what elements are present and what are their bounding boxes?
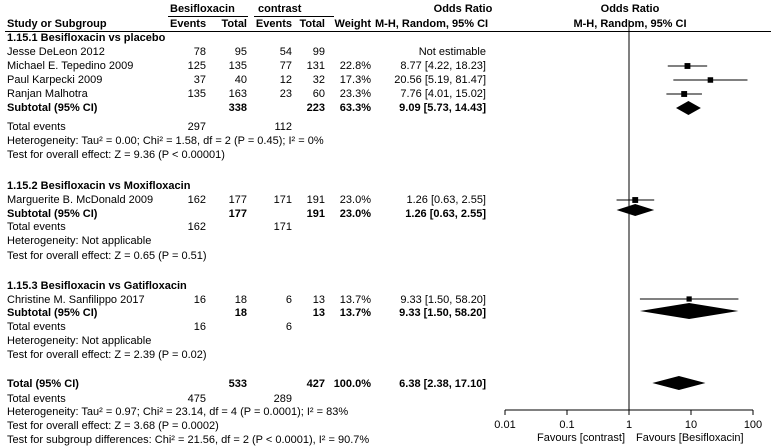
events2-value: 23 (279, 88, 292, 100)
weight-value: 17.3% (339, 74, 371, 86)
subtotal-total2: 13 (312, 307, 325, 319)
total-events1: 297 (187, 121, 206, 133)
weight-header: Weight (334, 18, 371, 30)
subgroup-title: 1.15.1 Besifloxacin vs placebo (7, 32, 166, 44)
subtotal-label: Subtotal (95% CI) (7, 102, 98, 114)
total1-value: 135 (228, 60, 247, 72)
overall-effect-text: Test for overall effect: Z = 2.39 (P = 0.02) (7, 349, 207, 361)
pooled-diamond (617, 204, 655, 216)
total2-value: 13 (312, 294, 325, 306)
x-tick-label: 1 (625, 419, 633, 431)
total-events1: 475 (187, 393, 206, 405)
events1-value: 37 (193, 74, 206, 86)
subtotal-label: Subtotal (95% CI) (7, 307, 98, 319)
group2-header: contrast (258, 3, 302, 15)
events2-value: 6 (285, 294, 292, 306)
subtotal-total1: 18 (234, 307, 247, 319)
pooled-diamond (652, 376, 705, 390)
subtotal-weight: 63.3% (339, 102, 371, 114)
total-events-label: Total events (7, 221, 66, 233)
events2-header: Events (255, 18, 292, 30)
weight-value: 23.0% (339, 194, 371, 206)
heterogeneity-text: Heterogeneity: Tau² = 0.97; Chi² = 23.14, df = 4 (P = 0.0001); I² = 83% (7, 406, 349, 418)
ci-value: 8.77 [4.22, 18.23] (400, 60, 486, 72)
x-tick-label: 0.1 (559, 419, 575, 431)
subtotal-weight: 13.7% (339, 307, 371, 319)
ci-value: Not estimable (418, 46, 486, 58)
favours-contrast-label: Favours [contrast] (537, 432, 626, 444)
or-plot-header: Odds Ratio (600, 3, 660, 15)
subgroup-title: 1.15.3 Besifloxacin vs Gatifloxacin (7, 280, 187, 292)
ci-value: 1.26 [0.63, 2.55] (406, 194, 486, 206)
total1-value: 163 (228, 88, 247, 100)
total-events-label: Total events (7, 121, 66, 133)
events2-value: 12 (279, 74, 292, 86)
total2-value: 32 (312, 74, 325, 86)
events1-value: 125 (187, 60, 206, 72)
subtotal-total2: 191 (306, 208, 325, 220)
total-events2: 289 (273, 393, 292, 405)
heterogeneity-text: Heterogeneity: Not applicable (7, 335, 152, 347)
study-column-header: Study or Subgroup (7, 18, 107, 30)
total1-value: 95 (234, 46, 247, 58)
total2-value: 191 (306, 194, 325, 206)
point-estimate-marker (632, 197, 638, 203)
total2-value: 99 (312, 46, 325, 58)
pooled-diamond (676, 101, 701, 115)
point-estimate-marker (708, 77, 713, 82)
favours-besifloxacin-label: Favours [Besifloxacin] (636, 432, 744, 444)
overall-effect-text: Test for overall effect: Z = 3.68 (P = 0.0002) (7, 420, 219, 432)
overall-ci: 6.38 [2.38, 17.10] (399, 378, 486, 390)
total1-value: 177 (228, 194, 247, 206)
method-plot-header: M-H, Random, 95% CI (573, 18, 687, 30)
subtotal-label: Subtotal (95% CI) (7, 208, 98, 220)
total1-value: 40 (234, 74, 247, 86)
or-header: Odds Ratio (433, 3, 493, 15)
subtotal-ci: 9.09 [5.73, 14.43] (399, 102, 486, 114)
total-events2: 6 (285, 321, 292, 333)
group1-header: Besifloxacin (170, 3, 235, 15)
overall-effect-text: Test for overall effect: Z = 9.36 (P < 0.00001) (7, 149, 225, 161)
subgroup-differences-text: Test for subgroup differences: Chi² = 21.56, df = 2 (P < 0.0001), I² = 90.7% (7, 434, 370, 446)
study-name: Paul Karpecki 2009 (7, 74, 103, 86)
events1-value: 16 (193, 294, 206, 306)
total2-value: 131 (306, 60, 325, 72)
subtotal-ci: 1.26 [0.63, 2.55] (405, 208, 486, 220)
study-name: Marguerite B. McDonald 2009 (7, 194, 154, 206)
events1-header: Events (170, 18, 207, 30)
weight-value: 13.7% (339, 294, 371, 306)
total1-value: 18 (234, 294, 247, 306)
method-header: M-H, Random, 95% CI (375, 18, 489, 30)
ci-value: 9.33 [1.50, 58.20] (400, 294, 486, 306)
events2-value: 171 (273, 194, 292, 206)
events1-value: 162 (187, 194, 206, 206)
subtotal-ci: 9.33 [1.50, 58.20] (399, 307, 486, 319)
x-tick-label: 0.01 (494, 419, 516, 431)
point-estimate-marker (685, 63, 691, 69)
subtotal-weight: 23.0% (339, 208, 371, 220)
total-events2: 112 (274, 121, 292, 133)
point-estimate-marker (681, 91, 687, 97)
events2-value: 54 (279, 46, 292, 58)
total-events2: 171 (273, 221, 292, 233)
ci-value: 20.56 [5.19, 81.47] (394, 74, 486, 86)
x-tick-label: 100 (743, 419, 763, 431)
study-name: Jesse DeLeon 2012 (7, 46, 105, 58)
ci-value: 7.76 [4.01, 15.02] (400, 88, 486, 100)
overall-weight: 100.0% (333, 378, 371, 390)
total2-value: 60 (312, 88, 325, 100)
total2-header: Total (299, 18, 325, 30)
overall-total-label: Total (95% CI) (7, 378, 79, 390)
total-events-label: Total events (7, 393, 66, 405)
total-events1: 16 (193, 321, 206, 333)
weight-value: 23.3% (339, 88, 371, 100)
study-name: Christine M. Sanfilippo 2017 (7, 294, 145, 306)
total-events-label: Total events (7, 321, 66, 333)
subtotal-total1: 338 (228, 102, 247, 114)
overall-total2: 427 (306, 378, 325, 390)
total1-header: Total (221, 18, 247, 30)
x-tick-label: 10 (684, 419, 698, 431)
pooled-diamond (640, 303, 739, 319)
total-events1: 162 (187, 221, 206, 233)
heterogeneity-text: Heterogeneity: Not applicable (7, 235, 152, 247)
study-name: Michael E. Tepedino 2009 (7, 60, 134, 72)
subtotal-total1: 177 (228, 208, 247, 220)
subgroup-title: 1.15.2 Besifloxacin vs Moxifloxacin (7, 180, 191, 192)
overall-total1: 533 (228, 378, 247, 390)
study-name: Ranjan Malhotra (7, 88, 88, 100)
events1-value: 135 (187, 88, 206, 100)
subtotal-total2: 223 (306, 102, 325, 114)
overall-effect-text: Test for overall effect: Z = 0.65 (P = 0.51) (7, 250, 207, 262)
events2-value: 77 (279, 60, 292, 72)
point-estimate-marker (687, 296, 692, 301)
weight-value: 22.8% (339, 60, 371, 72)
heterogeneity-text: Heterogeneity: Tau² = 0.00; Chi² = 1.58, df = 2 (P = 0.45); I² = 0% (7, 135, 324, 147)
events1-value: 78 (193, 46, 206, 58)
